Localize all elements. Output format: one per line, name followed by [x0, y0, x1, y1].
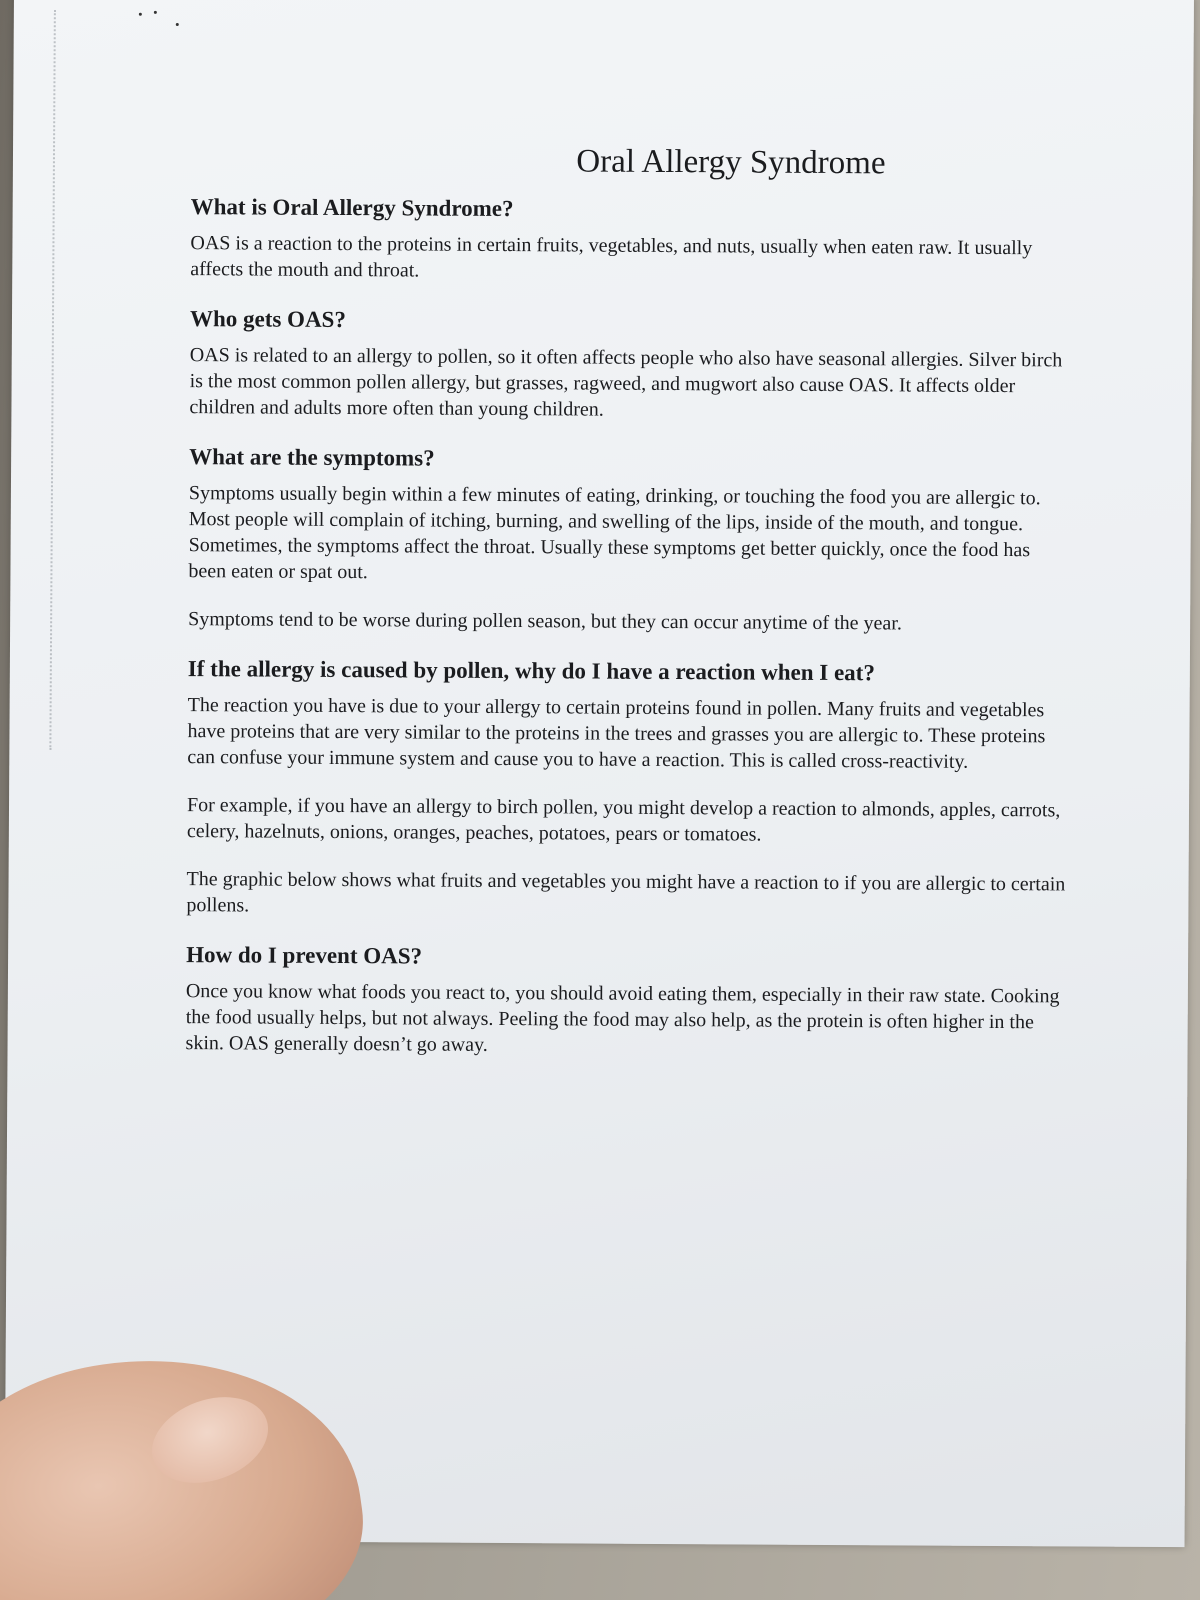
document-body	[185, 141, 1091, 1075]
paper-speck	[176, 23, 179, 26]
section-paragraph: For example, if you have an allergy to birch pollen, you might develop a reaction to almonds, apples, carrots, celery, hazelnuts, onions, oranges, peaches, potatoes, pears or tomatoes.	[186, 794, 1061, 846]
section-paragraph: The graphic below shows what fruits and vegetables you might have a reaction to if you are allergic to certain pollens.	[186, 868, 1066, 917]
section-prevent-oas	[185, 942, 1086, 1061]
section-who-gets-oas	[189, 306, 1090, 425]
section-heading: What is Oral Allergy Syndrome?	[190, 194, 514, 222]
section-pollen-reaction	[186, 656, 1088, 923]
paper-edge-perforation	[49, 10, 56, 750]
paper-speck	[154, 11, 157, 14]
paper-speck	[139, 13, 142, 16]
section-paragraph: OAS is a reaction to the proteins in certain fruits, vegetables, and nuts, usually when eaten raw. It usually affects the mouth and throat.	[190, 232, 1033, 282]
section-heading: If the allergy is caused by pollen, why do I have a reaction when I eat?	[187, 656, 875, 686]
section-heading: How do I prevent OAS?	[186, 942, 423, 969]
section-heading: What are the symptoms?	[189, 444, 435, 471]
document-title: Oral Allergy Syndrome	[576, 143, 886, 182]
section-what-is-oas	[190, 194, 1091, 287]
section-heading: Who gets OAS?	[189, 306, 346, 333]
section-paragraph: Symptoms tend to be worse during pollen season, but they can occur anytime of the year.	[188, 608, 902, 635]
paper-sheet	[5, 0, 1194, 1547]
section-paragraph: The reaction you have is due to your allergy to certain proteins found in pollen. Many fruits and vegetables have proteins that are very similar to the proteins in the trees and grasses you are allergic to. These proteins can confuse your immune system and cause you to have a reaction. This is called cross-reactivity.	[187, 694, 1046, 773]
section-paragraph: Once you know what foods you react to, you should avoid eating them, especially in their raw state. Cooking the food usually helps, but not always. Peeling the food may also help, as the protein is often higher in the skin. OAS generally doesn’t go away.	[185, 980, 1060, 1056]
section-symptoms	[188, 444, 1089, 637]
section-paragraph: Symptoms usually begin within a few minutes of eating, drinking, or touching the food you are allergic to. Most people will complain of itching, burning, and swelling of the lips, inside of the mouth, and tongue. Sometimes, the symptoms affect the throat. Usually these symptoms get better quickly, once the food has been eaten or spat out.	[188, 482, 1041, 584]
section-paragraph: OAS is related to an allergy to pollen, so it often affects people who also have seasonal allergies. Silver birch is the most common pollen allergy, but grasses, ragweed, and mugwort also cause OAS. It affects older children and adults more often than young children.	[189, 344, 1063, 421]
